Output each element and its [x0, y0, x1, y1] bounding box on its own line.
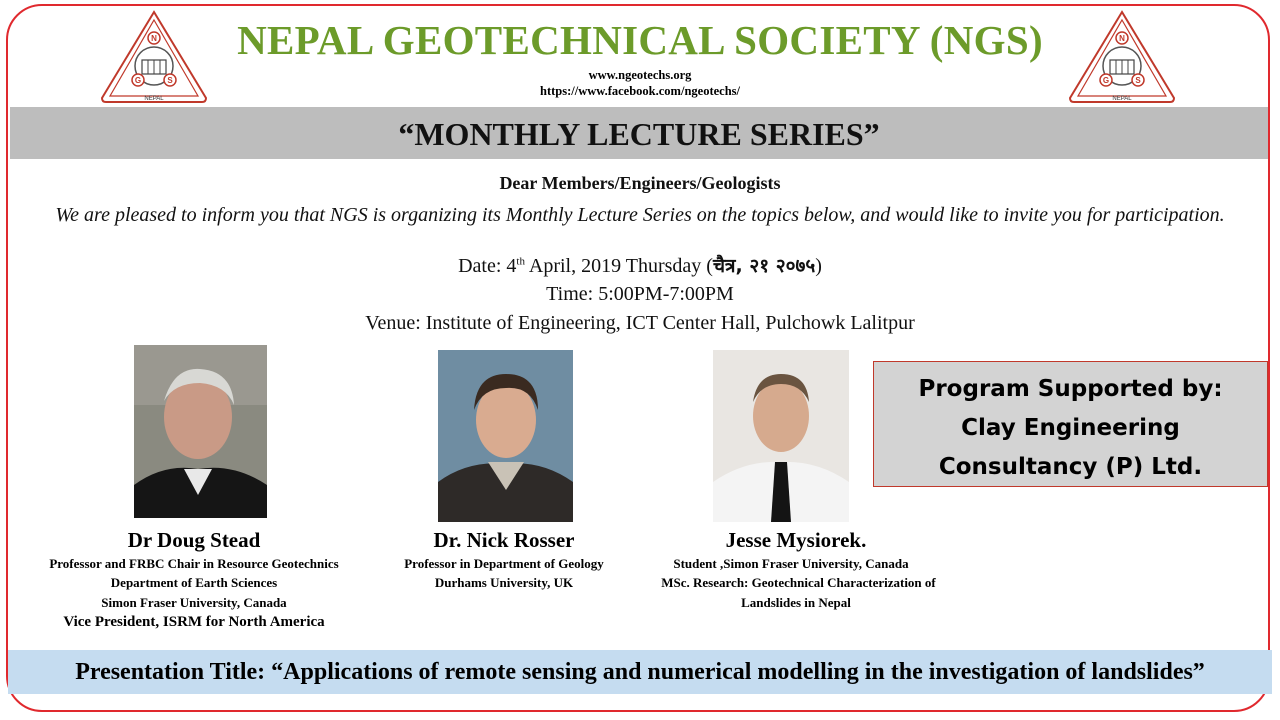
- svg-text:N: N: [1119, 34, 1125, 43]
- speaker-3-detail: MSc. Research: Geotechnical Characterization of: [661, 575, 936, 590]
- svg-text:S: S: [1135, 76, 1141, 85]
- org-title: NEPAL GEOTECHNICAL SOCIETY (NGS): [237, 17, 1043, 63]
- speaker-3-detail: Landslides in Nepal: [741, 595, 851, 610]
- speaker-2-name: Dr. Nick Rosser: [433, 528, 575, 552]
- facebook-link[interactable]: https://www.facebook.com/ngeotechs/: [540, 84, 740, 98]
- speaker-1-detail: Simon Fraser University, Canada: [101, 595, 287, 610]
- speaker-2-detail: Professor in Department of Geology: [404, 556, 604, 571]
- event-time: Time: 5:00PM-7:00PM: [546, 283, 734, 305]
- speaker-2-detail: Durhams University, UK: [434, 575, 574, 590]
- sponsor-name-line1: Clay Engineering: [961, 415, 1180, 441]
- svg-text:G: G: [1102, 76, 1110, 85]
- website-link[interactable]: www.ngeotechs.org: [588, 68, 692, 82]
- speaker-photo-nick-rosser: [438, 350, 573, 522]
- svg-text:N: N: [151, 34, 157, 43]
- speaker-photo-jesse-mysiorek: [713, 350, 849, 522]
- sponsor-heading: Program Supported by:: [918, 376, 1223, 402]
- speaker-1-role: Vice President, ISRM for North America: [63, 614, 325, 630]
- event-venue: Venue: Institute of Engineering, ICT Center Hall, Pulchowk Lalitpur: [365, 312, 915, 334]
- speaker-1-name: Dr Doug Stead: [127, 528, 261, 552]
- presentation-title: Presentation Title: “Applications of remote sensing and numerical modelling in the investigation of landslides”: [8, 650, 1272, 694]
- speaker-photo-doug-stead: [134, 345, 267, 518]
- svg-text:NEPAL: NEPAL: [144, 96, 164, 102]
- svg-text:S: S: [167, 76, 173, 85]
- series-banner: “MONTHLY LECTURE SERIES”: [10, 107, 1268, 159]
- sponsor-box: [873, 361, 1268, 487]
- svg-text:G: G: [134, 76, 142, 85]
- svg-text:NEPAL: NEPAL: [1112, 96, 1132, 102]
- speaker-1-detail: Professor and FRBC Chair in Resource Geotechnics: [49, 556, 339, 571]
- sponsor-name-line2: Consultancy (P) Ltd.: [938, 454, 1203, 480]
- speaker-3-name: Jesse Mysiorek.: [725, 528, 867, 552]
- salutation: Dear Members/Engineers/Geologists: [499, 173, 781, 193]
- speaker-1-detail: Department of Earth Sciences: [110, 575, 278, 590]
- event-date: Date: 4th April, 2019 Thursday (चैत्र, २१ २०७५): [458, 255, 822, 277]
- invitation-message: We are pleased to inform you that NGS is organizing its Monthly Lecture Series on the topics below, and would like to invite you for participation.: [55, 204, 1225, 226]
- speaker-3-detail: Student ,Simon Fraser University, Canada: [673, 556, 909, 571]
